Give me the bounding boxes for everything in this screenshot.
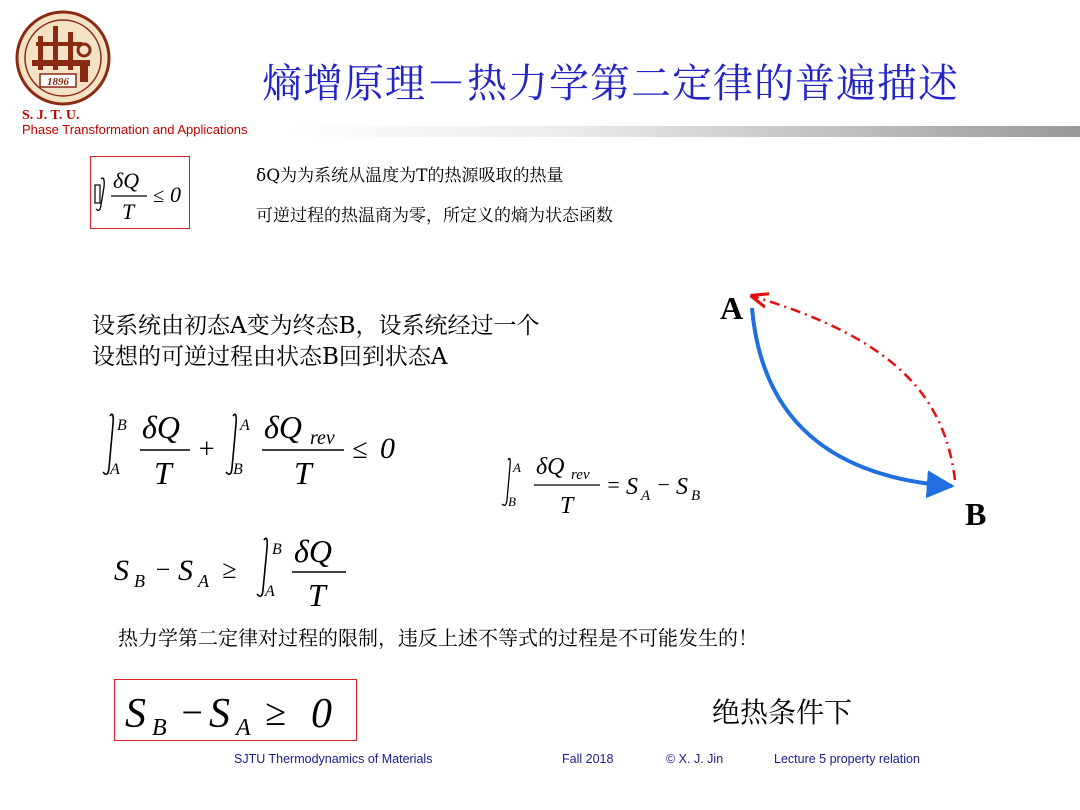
svg-text:B: B [691,488,701,504]
svg-text:B: B [134,571,145,591]
reversible-path-b-to-a [752,296,955,480]
svg-text:0: 0 [311,691,332,737]
svg-text:A: A [236,715,251,741]
svg-text:−: − [656,472,671,497]
svg-text:+: + [197,434,216,465]
svg-text:0: 0 [380,432,395,465]
svg-text:T: T [154,455,172,491]
svg-text:−: − [179,692,205,734]
svg-text:δQ: δQ [142,409,180,445]
state-b-label: B [965,496,987,532]
svg-text:δQ: δQ [113,168,140,193]
department-name: Phase Transformation and Applications [22,122,248,137]
svg-text:S: S [676,474,688,500]
svg-text:B: B [508,494,516,509]
header-divider-bar [285,126,1080,137]
footer-lecture: Lecture 5 property relation [774,752,920,766]
svg-text:A: A [265,583,275,600]
logo-year-text: 1896 [47,76,69,88]
footer-term: Fall 2018 [562,752,614,766]
heat-definition-note: δQ为为系统从温度为T的热源吸取的热量 [256,166,564,186]
svg-text:T: T [122,199,135,224]
second-law-statement: 热力学第二定律对过程的限制，违反上述不等式的过程是不可能发生的！ [118,626,758,650]
process-description-line2: 设想的可逆过程由状态B回到状态A [92,344,448,370]
clausius-inequality-formula [91,157,191,230]
svg-text:A: A [513,460,521,475]
adiabatic-condition-label: 绝热条件下 [712,696,853,729]
svg-text:S: S [178,554,193,587]
svg-text:rev: rev [310,427,335,449]
university-abbreviation: S. J. T. U. [22,108,80,123]
svg-text:T: T [294,455,312,491]
svg-text:B: B [233,461,243,478]
svg-text:≤: ≤ [153,185,164,207]
process-description-line1: 设系统由初态A变为终态B，设系统经过一个 [92,313,540,339]
svg-text:B: B [272,541,282,558]
svg-text:A: A [110,461,120,478]
svg-text:A: A [641,488,651,504]
svg-text:−: − [154,555,172,584]
entropy-inequality-formula [110,524,370,614]
cycle-integral-formula [96,398,426,498]
state-path-diagram [700,280,1000,520]
footer-course: SJTU Thermodynamics of Materials [234,752,433,766]
svg-text:≤: ≤ [352,434,368,465]
svg-text:≥: ≥ [222,555,237,584]
svg-text:S: S [626,474,638,500]
state-function-note: 可逆过程的热温商为零，所定义的熵为状态函数 [256,206,613,226]
svg-text:δQ: δQ [294,533,332,569]
footer-author: © X. J. Jin [666,752,724,766]
university-seal-logo [8,8,118,108]
page-title: 熵增原理－热力学第二定律的普遍描述 [262,61,959,107]
svg-text:rev: rev [571,467,590,483]
svg-text:A: A [240,417,250,434]
svg-text:S: S [125,691,146,737]
adiabatic-result-formula [115,680,358,742]
svg-text:S: S [114,554,129,587]
svg-text:B: B [152,715,167,741]
svg-text:A: A [198,571,209,591]
svg-text:=: = [606,472,621,497]
svg-text:T: T [308,577,326,613]
state-a-label: A [720,290,744,326]
clausius-inequality-box [90,156,190,229]
svg-text:T: T [560,493,574,519]
svg-text:≥: ≥ [265,692,286,734]
svg-text:δQ: δQ [264,409,302,445]
svg-text:0: 0 [170,182,181,207]
svg-text:δQ: δQ [536,454,565,480]
svg-text:B: B [117,417,127,434]
svg-text:S: S [209,691,230,737]
adiabatic-result-box [114,679,357,741]
